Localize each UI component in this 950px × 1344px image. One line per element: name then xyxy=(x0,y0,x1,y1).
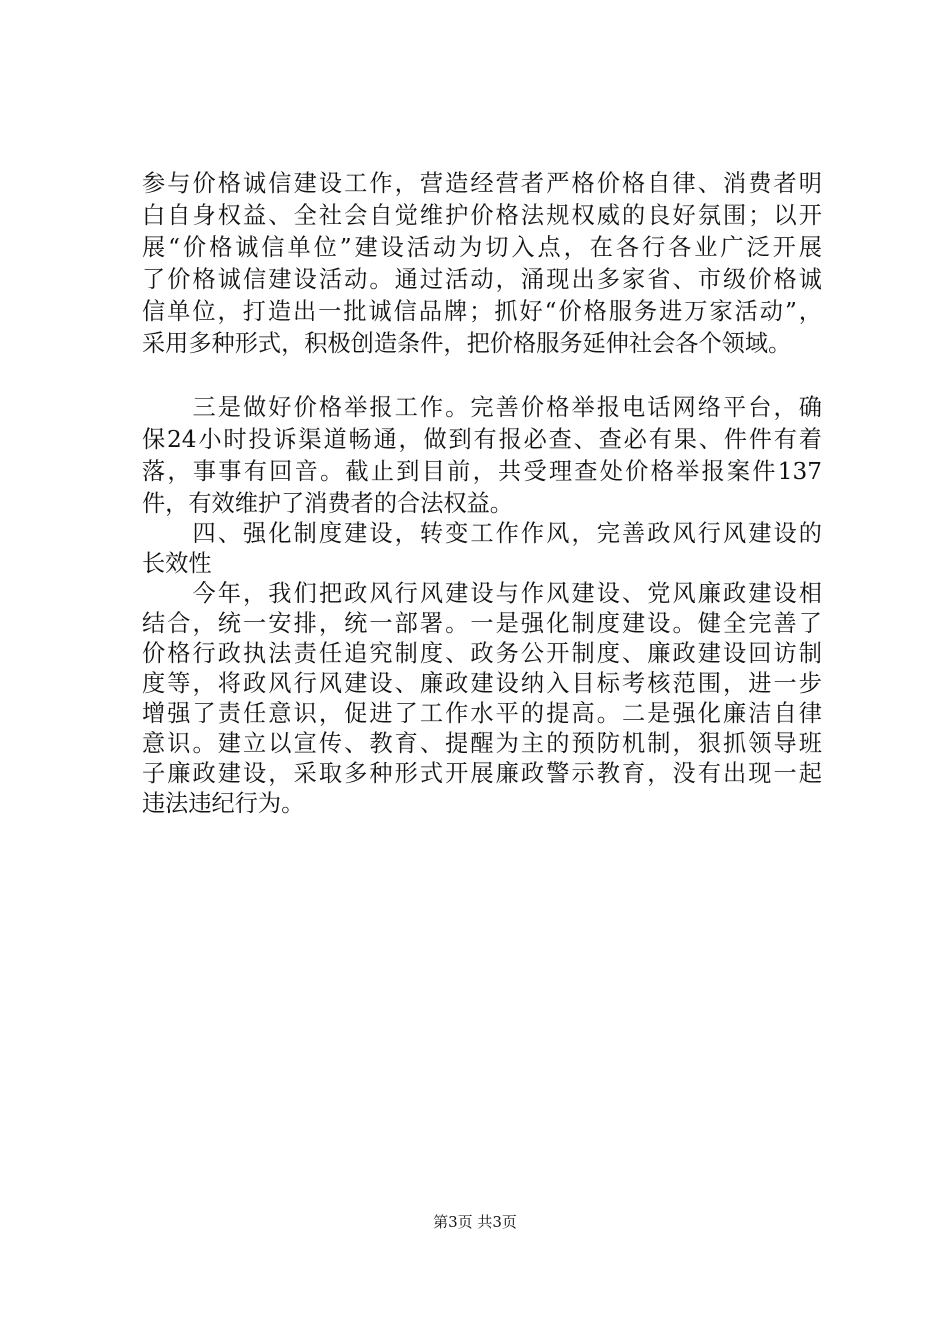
text-line: 价格行政执法责任追究制度、政务公开制度、廉政建设回访制 xyxy=(142,640,822,667)
text-line: 三是做好价格举报工作。完善价格举报电话网络平台，确 xyxy=(142,394,822,421)
text-line: 子廉政建设，采取多种形式开展廉政警示教育，没有出现一起 xyxy=(142,760,822,787)
text-line: 今年，我们把政风行风建设与作风建设、党风廉政建设相 xyxy=(142,580,822,607)
text-line: 采用多种形式，积极创造条件，把价格服务延伸社会各个领域。 xyxy=(142,330,792,357)
text-line: 违法违纪行为。 xyxy=(142,790,305,817)
text-line: 件，有效维护了消费者的合法权益。 xyxy=(142,490,513,517)
text-line: 结合，统一安排，统一部署。一是强化制度建设。健全完善了 xyxy=(142,610,822,637)
page-footer: 第3页 共3页 xyxy=(433,1213,517,1231)
text-line: 长效性 xyxy=(142,550,212,577)
text-line: 意识。建立以宣传、教育、提醒为主的预防机制，狠抓领导班 xyxy=(142,730,822,757)
text-line: 展“价格诚信单位”建设活动为切入点，在各行各业广泛开展 xyxy=(142,234,822,261)
text-line: 四、强化制度建设，转变工作作风，完善政风行风建设的 xyxy=(142,520,822,547)
text-line: 信单位，打造出一批诚信品牌；抓好“价格服务进万家活动”， xyxy=(142,298,822,325)
text-line: 白自身权益、全社会自觉维护价格法规权威的良好氛围；以开 xyxy=(142,202,822,229)
text-line: 落，事事有回音。截止到目前，共受理查处价格举报案件137 xyxy=(142,458,822,485)
text-line: 保24小时投诉渠道畅通，做到有报必查、查必有果、件件有着 xyxy=(142,426,822,453)
text-line: 了价格诚信建设活动。通过活动，涌现出多家省、市级价格诚 xyxy=(142,266,822,293)
text-line: 度等，将政风行风建设、廉政建设纳入目标考核范围，进一步 xyxy=(142,670,822,697)
text-line: 参与价格诚信建设工作，营造经营者严格价格自律、消费者明 xyxy=(142,170,822,197)
text-line: 增强了责任意识，促进了工作水平的提高。二是强化廉洁自律 xyxy=(142,700,822,727)
